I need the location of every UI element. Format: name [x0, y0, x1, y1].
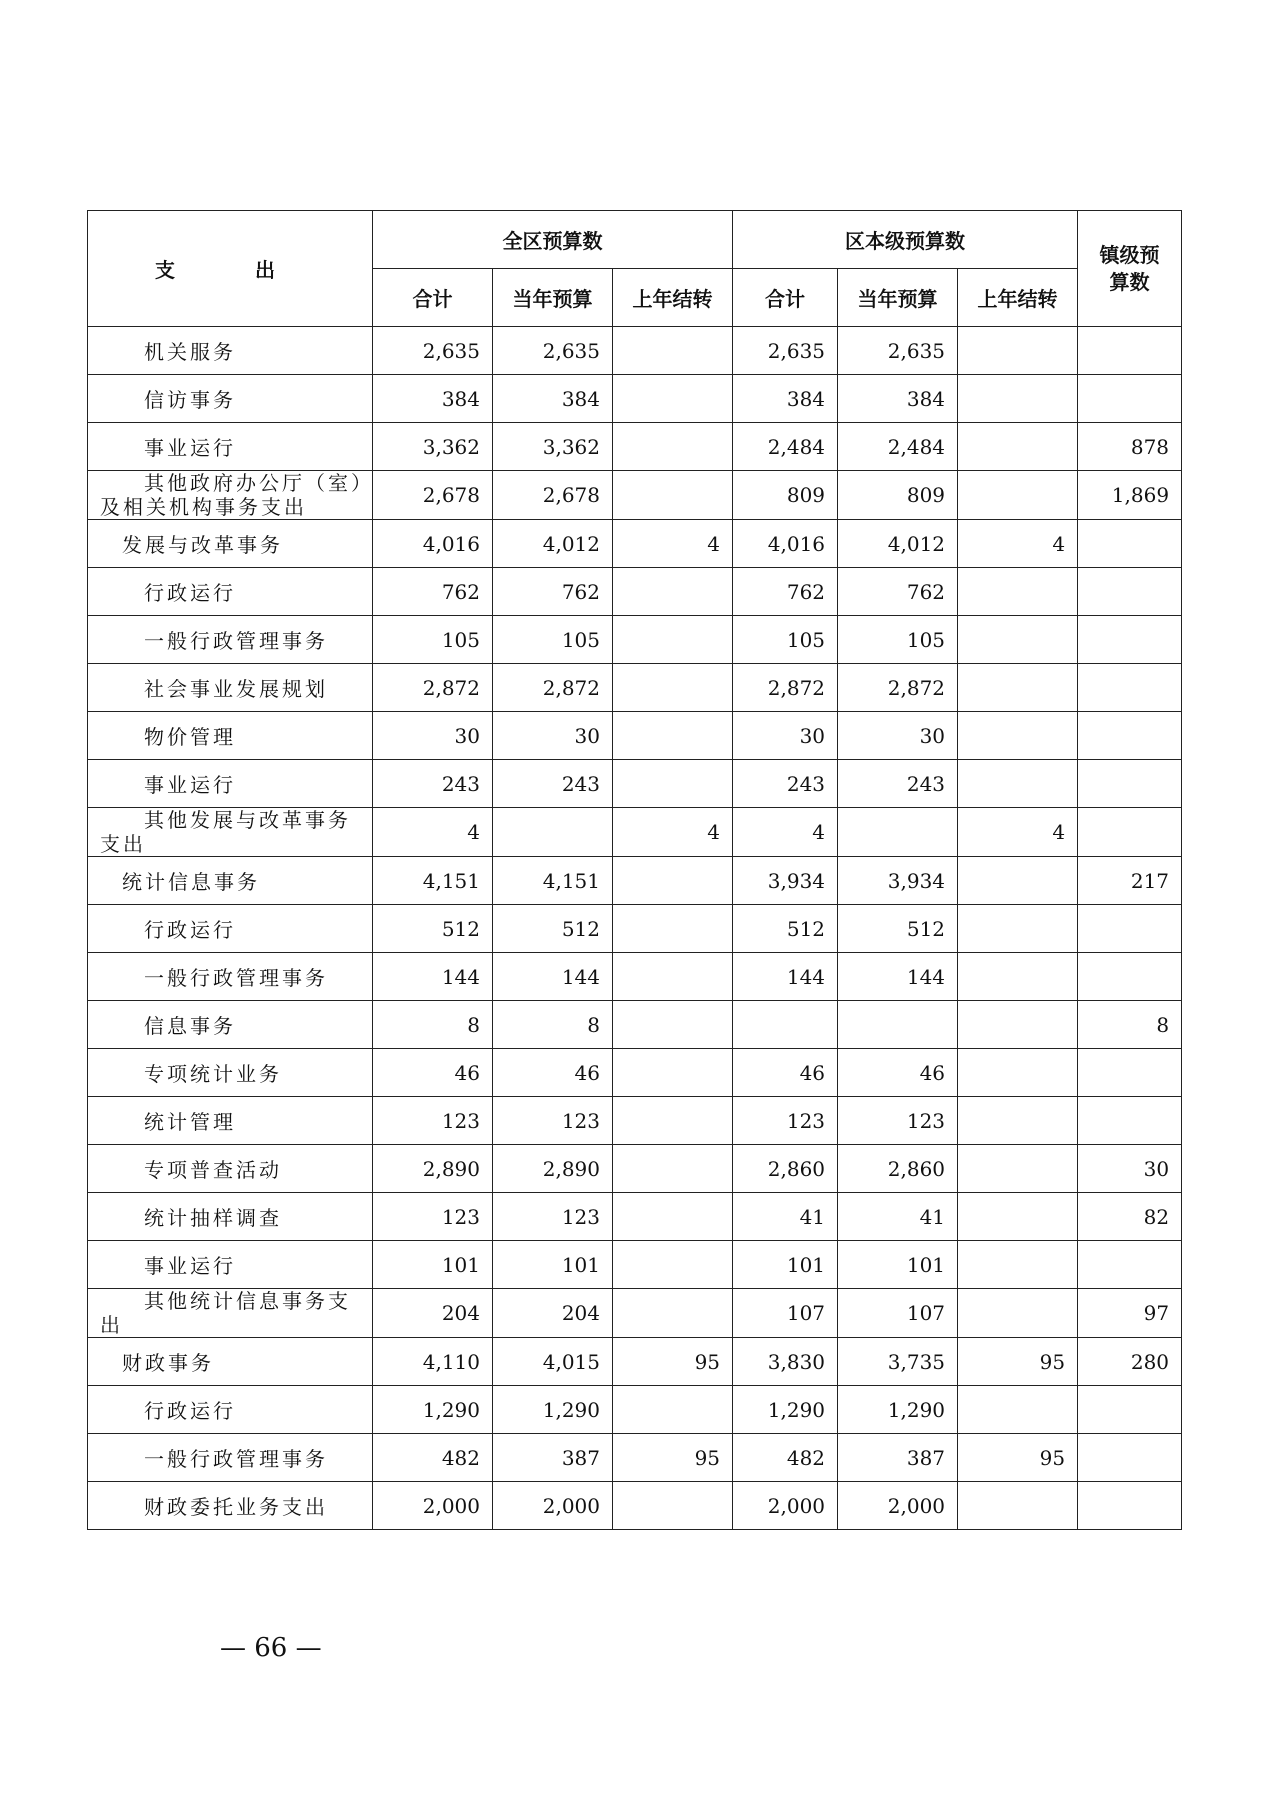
cell-district-sum: 2,635 [733, 327, 838, 375]
district-level-budget-header: 区本级预算数 [733, 211, 1078, 269]
row-label [88, 808, 373, 857]
row-label: 事业运行 [88, 423, 373, 471]
row-label [88, 471, 373, 520]
cell-district-current: 2,000 [838, 1482, 958, 1530]
cell-town-budget: 217 [1078, 857, 1182, 905]
table-row [88, 1482, 1182, 1530]
cell-district-sum: 101 [733, 1241, 838, 1289]
cell-total-carryover [613, 1049, 733, 1097]
cell-town-budget: 8 [1078, 1001, 1182, 1049]
cell-town-budget [1078, 327, 1182, 375]
cell-district-carryover [958, 568, 1078, 616]
cell-total-carryover [613, 760, 733, 808]
subheader-total: 合计 [733, 269, 838, 327]
cell-total-current: 30 [493, 712, 613, 760]
table-row [88, 712, 1182, 760]
cell-total-carryover [613, 423, 733, 471]
row-label-line: 及相关机构事务支出 [100, 495, 307, 519]
cell-district-carryover [958, 905, 1078, 953]
row-label-line: 支出 [100, 832, 146, 856]
cell-district-carryover [958, 471, 1078, 520]
row-label: 一般行政管理事务 [88, 1434, 373, 1482]
cell-total-current: 204 [493, 1289, 613, 1338]
cell-total-carryover [613, 616, 733, 664]
cell-total-current: 123 [493, 1193, 613, 1241]
cell-district-carryover [958, 712, 1078, 760]
cell-district-sum: 1,290 [733, 1386, 838, 1434]
row-label [88, 1289, 373, 1338]
cell-total-sum: 101 [373, 1241, 493, 1289]
cell-district-carryover: 95 [958, 1434, 1078, 1482]
cell-district-current: 809 [838, 471, 958, 520]
table-row [88, 1145, 1182, 1193]
cell-total-current: 2,890 [493, 1145, 613, 1193]
cell-district-sum: 3,934 [733, 857, 838, 905]
cell-district-current: 387 [838, 1434, 958, 1482]
cell-district-current [838, 808, 958, 857]
row-label-line: 其他政府办公厅（室） [144, 471, 374, 495]
cell-district-current: 3,934 [838, 857, 958, 905]
cell-town-budget [1078, 712, 1182, 760]
cell-town-budget [1078, 1049, 1182, 1097]
cell-district-current: 30 [838, 712, 958, 760]
table-row [88, 423, 1182, 471]
cell-total-current: 3,362 [493, 423, 613, 471]
cell-district-carryover: 95 [958, 1338, 1078, 1386]
cell-total-carryover [613, 568, 733, 616]
cell-total-current [493, 808, 613, 857]
cell-district-carryover [958, 1386, 1078, 1434]
cell-district-current: 123 [838, 1097, 958, 1145]
row-label: 专项普查活动 [88, 1145, 373, 1193]
cell-total-current: 46 [493, 1049, 613, 1097]
cell-total-sum: 2,635 [373, 327, 493, 375]
row-label: 行政运行 [88, 905, 373, 953]
cell-total-sum: 2,890 [373, 1145, 493, 1193]
cell-town-budget [1078, 808, 1182, 857]
cell-town-budget: 1,869 [1078, 471, 1182, 520]
cell-district-carryover [958, 1049, 1078, 1097]
cell-total-current: 4,151 [493, 857, 613, 905]
subheader-carryover: 上年结转 [613, 269, 733, 327]
cell-district-current: 2,860 [838, 1145, 958, 1193]
table-row [88, 1338, 1182, 1386]
cell-district-sum: 4 [733, 808, 838, 857]
cell-total-sum: 30 [373, 712, 493, 760]
cell-district-carryover [958, 953, 1078, 1001]
cell-district-current: 105 [838, 616, 958, 664]
table-row [88, 1049, 1182, 1097]
cell-district-sum: 46 [733, 1049, 838, 1097]
cell-district-current: 3,735 [838, 1338, 958, 1386]
cell-total-carryover [613, 857, 733, 905]
cell-town-budget [1078, 1482, 1182, 1530]
cell-district-sum: 762 [733, 568, 838, 616]
cell-total-current: 123 [493, 1097, 613, 1145]
table-row [88, 857, 1182, 905]
cell-district-current: 512 [838, 905, 958, 953]
table-row [88, 905, 1182, 953]
cell-total-carryover [613, 1241, 733, 1289]
cell-town-budget [1078, 568, 1182, 616]
cell-total-sum: 2,000 [373, 1482, 493, 1530]
cell-total-sum: 46 [373, 1049, 493, 1097]
row-label: 事业运行 [88, 1241, 373, 1289]
subheader-current-year: 当年预算 [838, 269, 958, 327]
cell-total-sum: 3,362 [373, 423, 493, 471]
cell-district-current: 1,290 [838, 1386, 958, 1434]
cell-district-sum: 107 [733, 1289, 838, 1338]
cell-district-sum: 2,484 [733, 423, 838, 471]
cell-district-carryover [958, 1482, 1078, 1530]
cell-town-budget [1078, 616, 1182, 664]
cell-town-budget: 878 [1078, 423, 1182, 471]
table-row [88, 664, 1182, 712]
row-label: 统计抽样调查 [88, 1193, 373, 1241]
cell-district-current: 2,484 [838, 423, 958, 471]
table-row [88, 808, 1182, 857]
row-label: 机关服务 [88, 327, 373, 375]
cell-district-carryover [958, 857, 1078, 905]
cell-total-sum: 482 [373, 1434, 493, 1482]
row-label: 社会事业发展规划 [88, 664, 373, 712]
cell-district-sum: 3,830 [733, 1338, 838, 1386]
cell-district-current: 101 [838, 1241, 958, 1289]
cell-total-sum: 1,290 [373, 1386, 493, 1434]
cell-total-sum: 2,872 [373, 664, 493, 712]
cell-district-sum: 41 [733, 1193, 838, 1241]
cell-district-sum: 30 [733, 712, 838, 760]
cell-total-current: 2,678 [493, 471, 613, 520]
cell-district-sum: 809 [733, 471, 838, 520]
cell-total-sum: 2,678 [373, 471, 493, 520]
cell-district-sum: 2,872 [733, 664, 838, 712]
cell-district-sum: 2,860 [733, 1145, 838, 1193]
cell-total-carryover [613, 712, 733, 760]
row-label: 财政事务 [88, 1338, 373, 1386]
cell-total-carryover [613, 905, 733, 953]
cell-total-sum: 123 [373, 1193, 493, 1241]
row-label: 物价管理 [88, 712, 373, 760]
cell-district-carryover [958, 1097, 1078, 1145]
cell-total-current: 1,290 [493, 1386, 613, 1434]
table-row [88, 1097, 1182, 1145]
cell-total-current: 762 [493, 568, 613, 616]
cell-district-carryover [958, 327, 1078, 375]
cell-total-current: 512 [493, 905, 613, 953]
cell-town-budget [1078, 905, 1182, 953]
cell-district-sum [733, 1001, 838, 1049]
table-row [88, 953, 1182, 1001]
table-row [88, 568, 1182, 616]
cell-district-sum: 384 [733, 375, 838, 423]
cell-total-carryover [613, 327, 733, 375]
table-row [88, 520, 1182, 568]
cell-total-current: 8 [493, 1001, 613, 1049]
row-label: 专项统计业务 [88, 1049, 373, 1097]
cell-total-carryover: 4 [613, 808, 733, 857]
cell-town-budget [1078, 1386, 1182, 1434]
cell-total-sum: 4,110 [373, 1338, 493, 1386]
cell-total-sum: 105 [373, 616, 493, 664]
table-row [88, 1001, 1182, 1049]
cell-district-carryover [958, 375, 1078, 423]
cell-total-sum: 4,151 [373, 857, 493, 905]
cell-district-sum: 144 [733, 953, 838, 1001]
cell-total-current: 2,635 [493, 327, 613, 375]
cell-town-budget [1078, 953, 1182, 1001]
row-label: 统计信息事务 [88, 857, 373, 905]
cell-district-current: 762 [838, 568, 958, 616]
cell-district-current: 144 [838, 953, 958, 1001]
cell-total-sum: 243 [373, 760, 493, 808]
cell-total-current: 384 [493, 375, 613, 423]
row-label-line: 出 [100, 1313, 123, 1337]
cell-district-carryover [958, 664, 1078, 712]
subheader-total: 合计 [373, 269, 493, 327]
cell-district-sum: 4,016 [733, 520, 838, 568]
cell-district-sum: 512 [733, 905, 838, 953]
cell-total-carryover: 4 [613, 520, 733, 568]
cell-total-current: 4,015 [493, 1338, 613, 1386]
cell-total-sum: 512 [373, 905, 493, 953]
cell-town-budget [1078, 760, 1182, 808]
row-label: 一般行政管理事务 [88, 616, 373, 664]
cell-district-current: 2,872 [838, 664, 958, 712]
cell-district-sum: 123 [733, 1097, 838, 1145]
town-budget-header-text: 镇级预 算数 [1099, 242, 1160, 294]
cell-district-sum: 482 [733, 1434, 838, 1482]
cell-district-carryover: 4 [958, 520, 1078, 568]
table-row [88, 327, 1182, 375]
cell-district-current: 107 [838, 1289, 958, 1338]
row-label-line: 其他统计信息事务支 [144, 1289, 351, 1313]
cell-district-current: 384 [838, 375, 958, 423]
table-row [88, 1434, 1182, 1482]
cell-district-sum: 243 [733, 760, 838, 808]
table-row [88, 1386, 1182, 1434]
cell-total-current: 105 [493, 616, 613, 664]
cell-total-sum: 123 [373, 1097, 493, 1145]
cell-total-sum: 384 [373, 375, 493, 423]
table-row [88, 1241, 1182, 1289]
cell-total-sum: 4,016 [373, 520, 493, 568]
cell-total-carryover [613, 1001, 733, 1049]
table-row [88, 616, 1182, 664]
cell-total-carryover [613, 664, 733, 712]
row-label: 信息事务 [88, 1001, 373, 1049]
cell-town-budget [1078, 664, 1182, 712]
cell-town-budget: 82 [1078, 1193, 1182, 1241]
cell-total-carryover [613, 471, 733, 520]
cell-district-carryover [958, 1193, 1078, 1241]
cell-total-carryover: 95 [613, 1434, 733, 1482]
cell-total-carryover [613, 1097, 733, 1145]
cell-total-sum: 8 [373, 1001, 493, 1049]
table-row [88, 471, 1182, 520]
cell-total-current: 2,872 [493, 664, 613, 712]
district-total-budget-header: 全区预算数 [373, 211, 733, 269]
cell-district-carryover [958, 760, 1078, 808]
header-row-groups [88, 211, 1182, 269]
row-label: 行政运行 [88, 1386, 373, 1434]
cell-total-carryover [613, 1482, 733, 1530]
table-body [88, 327, 1182, 1530]
cell-total-current: 144 [493, 953, 613, 1001]
subheader-current-year: 当年预算 [493, 269, 613, 327]
cell-district-sum: 2,000 [733, 1482, 838, 1530]
subheader-carryover: 上年结转 [958, 269, 1078, 327]
cell-total-carryover [613, 375, 733, 423]
cell-total-carryover [613, 1193, 733, 1241]
row-label: 发展与改革事务 [88, 520, 373, 568]
cell-town-budget [1078, 1097, 1182, 1145]
table-row [88, 1193, 1182, 1241]
cell-total-carryover [613, 1386, 733, 1434]
cell-district-current: 4,012 [838, 520, 958, 568]
row-label: 事业运行 [88, 760, 373, 808]
cell-total-carryover: 95 [613, 1338, 733, 1386]
row-label: 信访事务 [88, 375, 373, 423]
cell-town-budget [1078, 1241, 1182, 1289]
cell-district-current: 243 [838, 760, 958, 808]
cell-district-carryover [958, 1289, 1078, 1338]
row-label: 行政运行 [88, 568, 373, 616]
cell-total-carryover [613, 1145, 733, 1193]
row-label: 一般行政管理事务 [88, 953, 373, 1001]
cell-town-budget [1078, 1434, 1182, 1482]
cell-town-budget [1078, 520, 1182, 568]
cell-district-current: 41 [838, 1193, 958, 1241]
row-label: 统计管理 [88, 1097, 373, 1145]
cell-district-carryover: 4 [958, 808, 1078, 857]
cell-total-current: 387 [493, 1434, 613, 1482]
page-number: — 66 — [220, 1633, 322, 1663]
cell-total-sum: 4 [373, 808, 493, 857]
cell-district-carryover [958, 1145, 1078, 1193]
town-budget-header [1078, 211, 1182, 327]
cell-district-current: 46 [838, 1049, 958, 1097]
expenditure-column-header: 支 出 [88, 211, 373, 327]
cell-total-current: 101 [493, 1241, 613, 1289]
cell-town-budget: 30 [1078, 1145, 1182, 1193]
cell-total-sum: 144 [373, 953, 493, 1001]
table-row [88, 760, 1182, 808]
table-row [88, 375, 1182, 423]
row-label: 财政委托业务支出 [88, 1482, 373, 1530]
cell-district-carryover [958, 423, 1078, 471]
cell-district-current: 2,635 [838, 327, 958, 375]
cell-total-current: 4,012 [493, 520, 613, 568]
cell-total-sum: 204 [373, 1289, 493, 1338]
cell-total-sum: 762 [373, 568, 493, 616]
cell-town-budget: 97 [1078, 1289, 1182, 1338]
cell-total-carryover [613, 953, 733, 1001]
cell-total-current: 243 [493, 760, 613, 808]
cell-total-carryover [613, 1289, 733, 1338]
cell-town-budget: 280 [1078, 1338, 1182, 1386]
cell-district-current [838, 1001, 958, 1049]
cell-district-carryover [958, 1001, 1078, 1049]
row-label-line: 其他发展与改革事务 [144, 808, 351, 832]
cell-total-current: 2,000 [493, 1482, 613, 1530]
budget-table [87, 210, 1182, 1530]
table-row [88, 1289, 1182, 1338]
cell-district-sum: 105 [733, 616, 838, 664]
cell-town-budget [1078, 375, 1182, 423]
cell-district-carryover [958, 1241, 1078, 1289]
cell-district-carryover [958, 616, 1078, 664]
